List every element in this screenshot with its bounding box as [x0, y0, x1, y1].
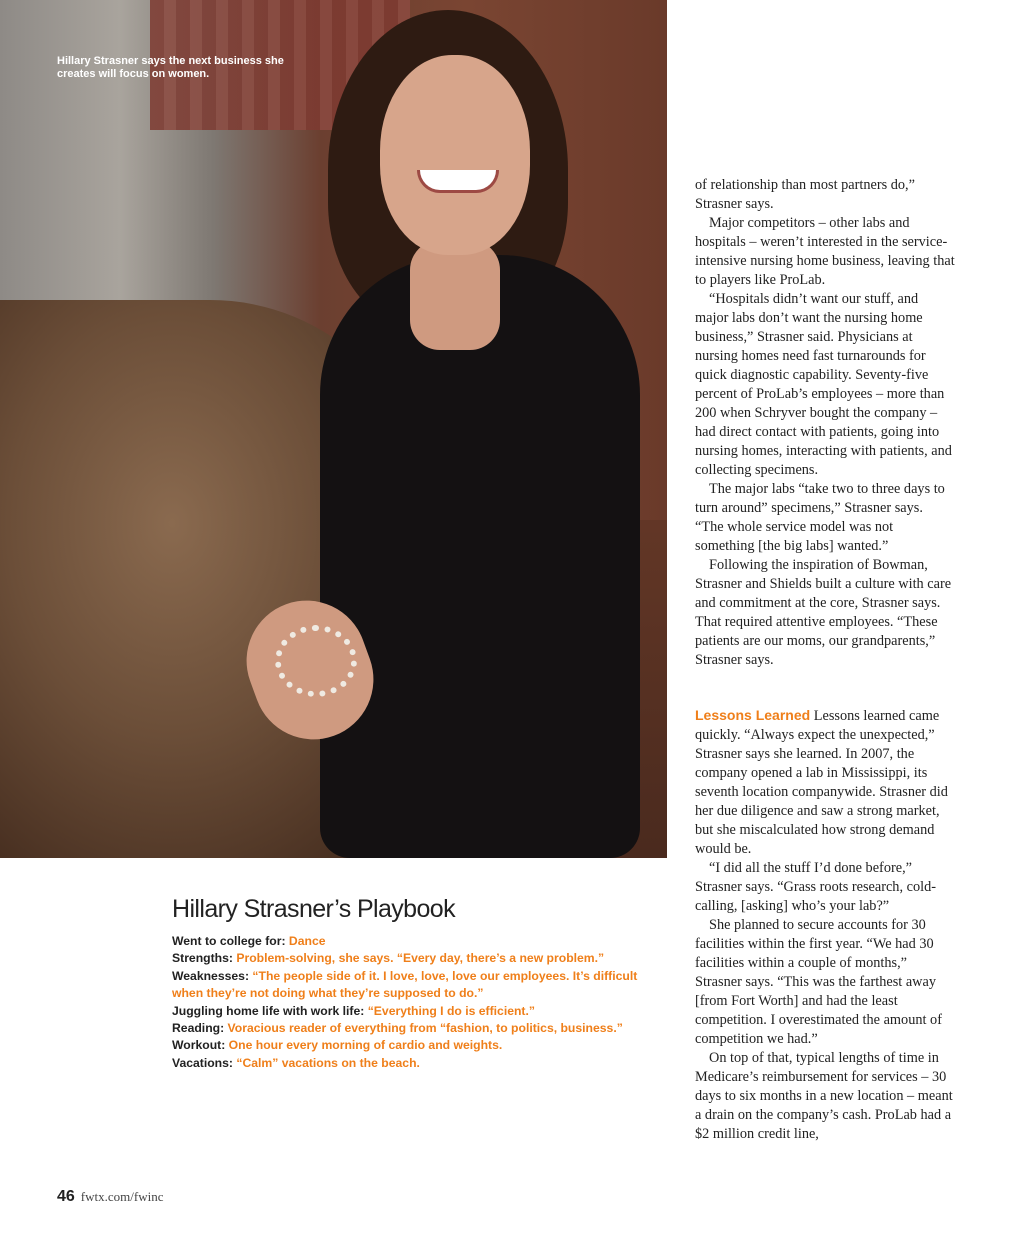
article-column-lessons [695, 706, 955, 1144]
article-paragraph: Major competitors – other labs and hospitals – weren’t interested in the service-intensive nursing home business, leaving that to players like ProLab. [695, 215, 955, 288]
playbook-title: Hillary Strasner’s Playbook [172, 895, 455, 923]
playbook-value: One hour every morning of cardio and weights. [228, 1038, 503, 1053]
playbook-label: Reading: [172, 1021, 225, 1036]
playbook-row [172, 1055, 652, 1072]
playbook-label: Workout: [172, 1038, 226, 1053]
article-paragraph: “Hospitals didn’t want our stuff, and major labs don’t want the nursing home business,” Strasner said. Physicians at nursing homes need fast turnarounds for quick diagnostic capability. Seventy-five percent of ProLab’s employees – more than 200 when Schryver bought the company – had direct contact with patients, going into nursing homes, interacting with patients, and collecting specimens. [695, 291, 952, 478]
article-paragraph: On top of that, typical lengths of time in Medicare’s reimbursement for services – 30 days to six months in a new location – meant a drain on the company’s cash. ProLab had a $2 million credit line, [695, 1050, 953, 1142]
playbook-label: Strengths: [172, 951, 233, 966]
photo-face [380, 55, 530, 255]
playbook-label: Went to college for: [172, 934, 286, 948]
playbook-list [172, 933, 652, 1072]
article-paragraph: “I did all the stuff I’d done before,” Strasner says. “Grass roots research, cold-calling, [asking] who’s your lab?” [695, 860, 936, 914]
playbook-row [172, 933, 652, 950]
playbook-value: Dance [288, 934, 326, 948]
photo-neck [410, 240, 500, 350]
playbook-label: Vacations: [172, 1055, 233, 1070]
playbook-value: Problem-solving, she says. “Every day, there’s a new problem.” [236, 951, 605, 966]
lessons-lead-paragraph [695, 706, 955, 859]
article-paragraph: of relationship than most partners do,” Strasner says. [695, 177, 915, 212]
lessons-lead-text: Lessons learned came quickly. “Always expect the unexpected,” Strasner says she learned. In 2007, the company opened a lab in Mississippi, its seventh location companywide. Strasner did her due diligence and saw a strong market, but she miscalculated how strong demand would be. [695, 708, 948, 857]
playbook-value: “Everything I do is efficient.” [367, 1003, 535, 1018]
playbook-label: Weaknesses: [172, 968, 250, 983]
photo-caption: Hillary Strasner says the next business she creates will focus on women. [57, 55, 284, 80]
portrait-photo [0, 0, 667, 858]
page-footer [57, 1188, 163, 1206]
playbook-value: Voracious reader of everything from “fashion, to politics, business.” [227, 1021, 623, 1036]
playbook-value: “The people side of it. I love, love, love our employees. It’s difficult when they’re not doing what they’re supposed to do.” [172, 968, 638, 1001]
playbook-row [172, 1020, 652, 1037]
article-paragraph: She planned to secure accounts for 30 facilities within the first year. “We had 30 facilities within a couple of months,” Strasner says. “This was the farthest away [from Fort Worth] and had the least competition. I overestimated the amount of competition we had.” [695, 917, 942, 1047]
playbook-value: “Calm” vacations on the beach. [236, 1055, 420, 1070]
photo-bracelet [275, 625, 357, 697]
article-paragraph: The major labs “take two to three days to turn around” specimens,” Strasner says. “The whole service model was not something [the big labs] wanted.” [695, 481, 945, 554]
photo-smile [417, 170, 499, 193]
page-number: 46 [57, 1188, 75, 1205]
playbook-row [172, 950, 652, 967]
playbook-label: Juggling home life with work life: [172, 1003, 365, 1018]
playbook-row [172, 1037, 652, 1054]
playbook-row [172, 968, 652, 1003]
article-column-upper [695, 176, 955, 670]
footer-url[interactable]: fwtx.com/fwinc [80, 1189, 164, 1204]
article-paragraph: Following the inspiration of Bowman, Strasner and Shields built a culture with care and commitment at the core, Strasner says. That required attentive employees. “These patients are our moms, our grandparents,” Strasner says. [695, 557, 952, 668]
section-heading: Lessons Learned [695, 707, 811, 723]
playbook-row [172, 1003, 652, 1020]
